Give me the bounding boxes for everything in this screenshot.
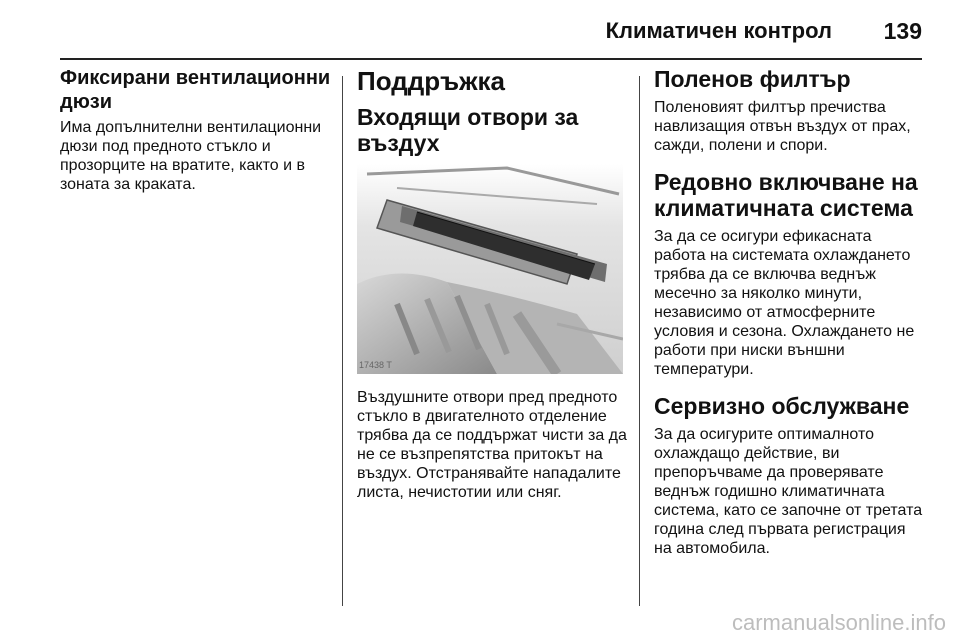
section-text: Поленовият филтър пречиства навлизащия отвън въздух от прах, сажди, полени и спори. bbox=[654, 99, 911, 154]
section-heading: Поленов филтър bbox=[654, 66, 851, 92]
section-heading: Фиксирани вентилационни дюзи bbox=[60, 67, 331, 113]
column-2 bbox=[357, 66, 629, 502]
regular-operation-section bbox=[654, 169, 926, 379]
header-rule bbox=[60, 58, 922, 60]
section-text: За да се осигури ефикасната работа на системата охлаждането трябва да се включва веднъж месечно за няколко минути, независимо от атмосферните условия и сезона. Охлаждането не работи при ниски външни температури. bbox=[654, 228, 915, 378]
section-heading: Редовно включване на климатичната система bbox=[654, 169, 918, 221]
header-title: Климатичен контрол bbox=[605, 18, 832, 43]
column-divider bbox=[342, 76, 343, 606]
watermark: carmanualsonline.info bbox=[731, 610, 946, 635]
section-heading: Сервизно обслужване bbox=[654, 393, 910, 419]
page-number: 139 bbox=[883, 18, 922, 44]
section-text: За да осигурите оптималното охлаждащо действие, ви препоръчваме да проверявате веднъж годишно климатичната система, като се започне от третата година след първата регистрация на автомобила. bbox=[654, 426, 923, 557]
column-1 bbox=[60, 66, 332, 194]
pollen-filter-section bbox=[654, 66, 926, 155]
air-inlet-photo bbox=[357, 164, 623, 374]
section-title: Поддръжка bbox=[357, 66, 505, 96]
service-section bbox=[654, 393, 926, 558]
section-subheading: Входящи отвори за въздух bbox=[357, 104, 579, 156]
column-divider bbox=[639, 76, 640, 606]
image-code: 17438 T bbox=[359, 360, 392, 370]
section-text: Въздушните отвори пред предното стъкло в двигателното отделение трябва да се поддържат чисти за да не се възпрепятства притокът на въздух. Отстранявайте нападалите листа, нечистотии или сняг. bbox=[357, 389, 627, 501]
column-3 bbox=[654, 66, 926, 572]
section-text: Има допълнителни вентилационни дюзи под предното стъкло и прозорците на вратите, както и в зоната за краката. bbox=[60, 119, 322, 193]
